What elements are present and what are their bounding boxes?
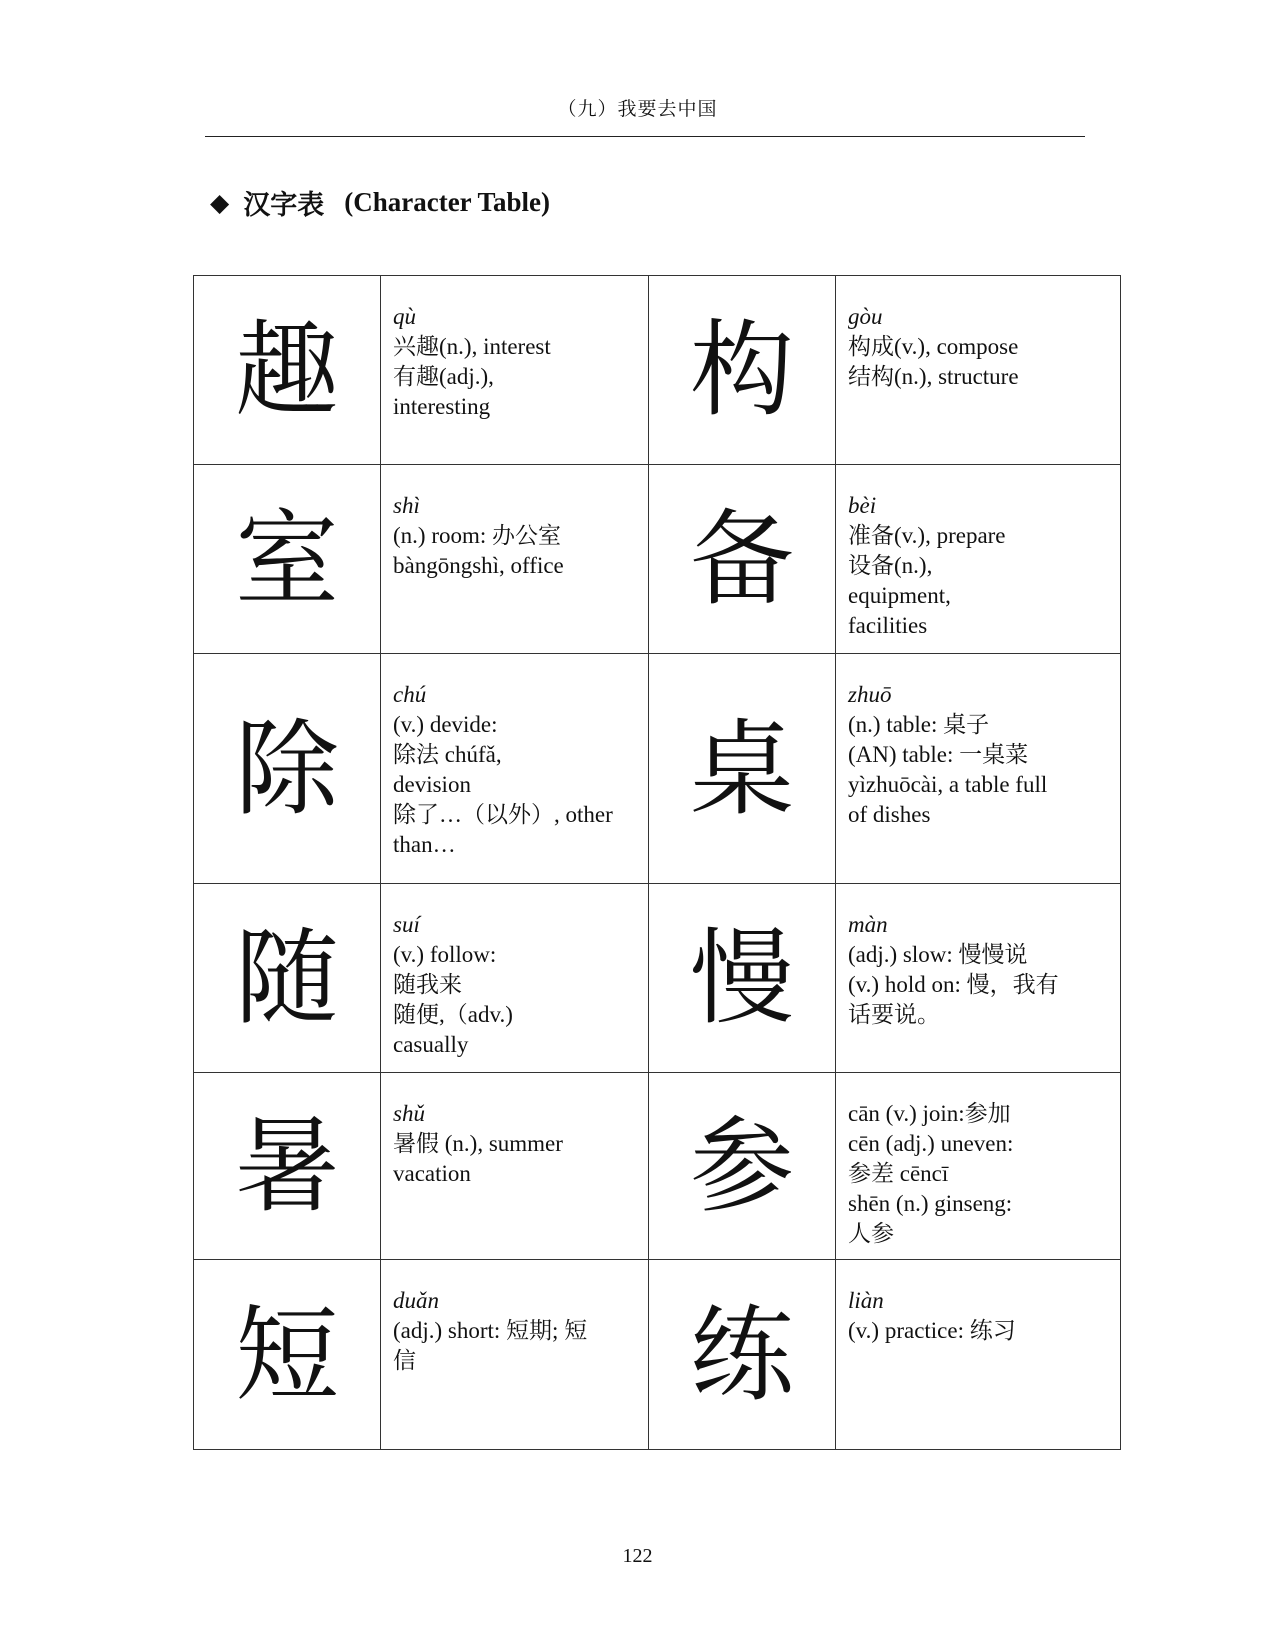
character-cell [649,884,836,1073]
table-row [194,1073,1121,1260]
character-cell [194,654,381,884]
definition-cell [381,276,649,465]
definition-cell [381,884,649,1073]
character-cell [649,276,836,465]
definition-line: 有趣(adj.), [393,364,494,389]
definition-line: bàngōngshì, office [393,553,564,578]
definition-line: 兴趣(n.), interest [393,334,551,359]
character-table [193,275,1121,1450]
definition-cell [381,1260,649,1450]
definition-line: devision [393,772,471,797]
definition-line: (adj.) slow: 慢慢说 [848,942,1028,967]
section-title-zh: 汉字表 [243,190,325,221]
character-cell [194,884,381,1073]
definition-line: interesting [393,394,491,419]
hanzi-character: 趣 [234,309,339,431]
definition-line: 随我来 [393,972,462,997]
header-rule [205,136,1085,137]
definition-line: facilities [848,613,928,638]
hanzi-character: 除 [234,707,339,830]
definition-line: 参差 cēncī [848,1161,949,1186]
definition-line: (adj.) short: 短期; 短 [393,1318,588,1343]
pinyin: shì [393,493,420,518]
hanzi-character: 参 [689,1105,794,1227]
definition-line: yìzhuōcài, a table full [848,772,1048,797]
pinyin: duǎn [393,1288,439,1313]
definition-line: 人参 [848,1221,894,1246]
definition-line: 构成(v.), compose [848,334,1019,359]
definition-line: equipment, [848,583,951,608]
character-cell [649,654,836,884]
character-cell [194,1073,381,1260]
pinyin: liàn [848,1288,884,1313]
hanzi-character: 随 [234,917,339,1039]
definition-line: (v.) follow: [393,942,497,967]
page-number: 122 [622,1545,653,1567]
pinyin: qù [393,304,416,329]
definition-line: (n.) room: 办公室 [393,523,562,548]
definition-line: 结构(n.), structure [848,364,1019,389]
definition-line: (AN) table: 一桌菜 [848,742,1029,767]
definition-line: cēn (adj.) uneven: [848,1131,1014,1156]
definition-cell [836,276,1121,465]
table-row [194,884,1121,1073]
pinyin: shǔ [393,1101,425,1126]
character-cell [194,465,381,654]
pinyin: màn [848,912,888,937]
hanzi-character: 慢 [689,917,794,1039]
character-cell [649,1073,836,1260]
table-row [194,465,1121,654]
definition-line: 设备(n.), [848,553,933,578]
definition-line: 除了…（以外）, other [393,802,613,827]
pinyin: zhuō [848,682,892,707]
table-row [194,276,1121,465]
definition-cell [381,654,649,884]
definition-line: 信 [393,1348,416,1373]
hanzi-character: 构 [689,309,794,431]
definition-cell [836,465,1121,654]
diamond-bullet-icon: ◆ [210,188,230,217]
pinyin: gòu [848,304,883,329]
hanzi-character: 短 [234,1293,339,1416]
hanzi-character: 暑 [234,1105,339,1227]
definition-cell [836,1073,1121,1260]
definition-line: 随便,（adv.) [393,1002,513,1027]
definition-cell [836,884,1121,1073]
definition-line: 暑假 (n.), summer [393,1131,563,1156]
definition-line: 准备(v.), prepare [848,523,1006,548]
hanzi-character: 备 [689,498,794,620]
definition-line: than… [393,832,456,857]
definition-cell [836,654,1121,884]
character-cell [649,1260,836,1450]
definition-line: (v.) hold on: 慢，我有 [848,972,1059,997]
definition-line: 话要说。 [848,1002,940,1027]
definition-line: 除法 chúfǎ, [393,742,502,767]
hanzi-character: 桌 [689,707,794,830]
character-cell [649,465,836,654]
table-row [194,654,1121,884]
running-header: （九）我要去中国 [557,98,718,120]
definition-line: (n.) table: 桌子 [848,712,990,737]
definition-cell [381,1073,649,1260]
table-row [194,1260,1121,1450]
character-cell [194,1260,381,1450]
definition-line: shēn (n.) ginseng: [848,1191,1013,1216]
definition-line: vacation [393,1161,471,1186]
section-title [210,183,550,222]
hanzi-character: 室 [234,498,339,620]
definition-line: (v.) devide: [393,712,498,737]
definition-cell [381,465,649,654]
character-cell [194,276,381,465]
definition-cell [836,1260,1121,1450]
pinyin: bèi [848,493,877,518]
definition-line: casually [393,1032,469,1057]
pinyin: chú [393,682,427,707]
definition-line: of dishes [848,802,931,827]
hanzi-character: 练 [689,1293,794,1416]
definition-line: (v.) practice: 练习 [848,1318,1016,1343]
definition-line: cān (v.) join:参加 [848,1101,1011,1126]
section-title-en: (Character Table) [344,187,550,217]
pinyin: suí [393,912,420,937]
